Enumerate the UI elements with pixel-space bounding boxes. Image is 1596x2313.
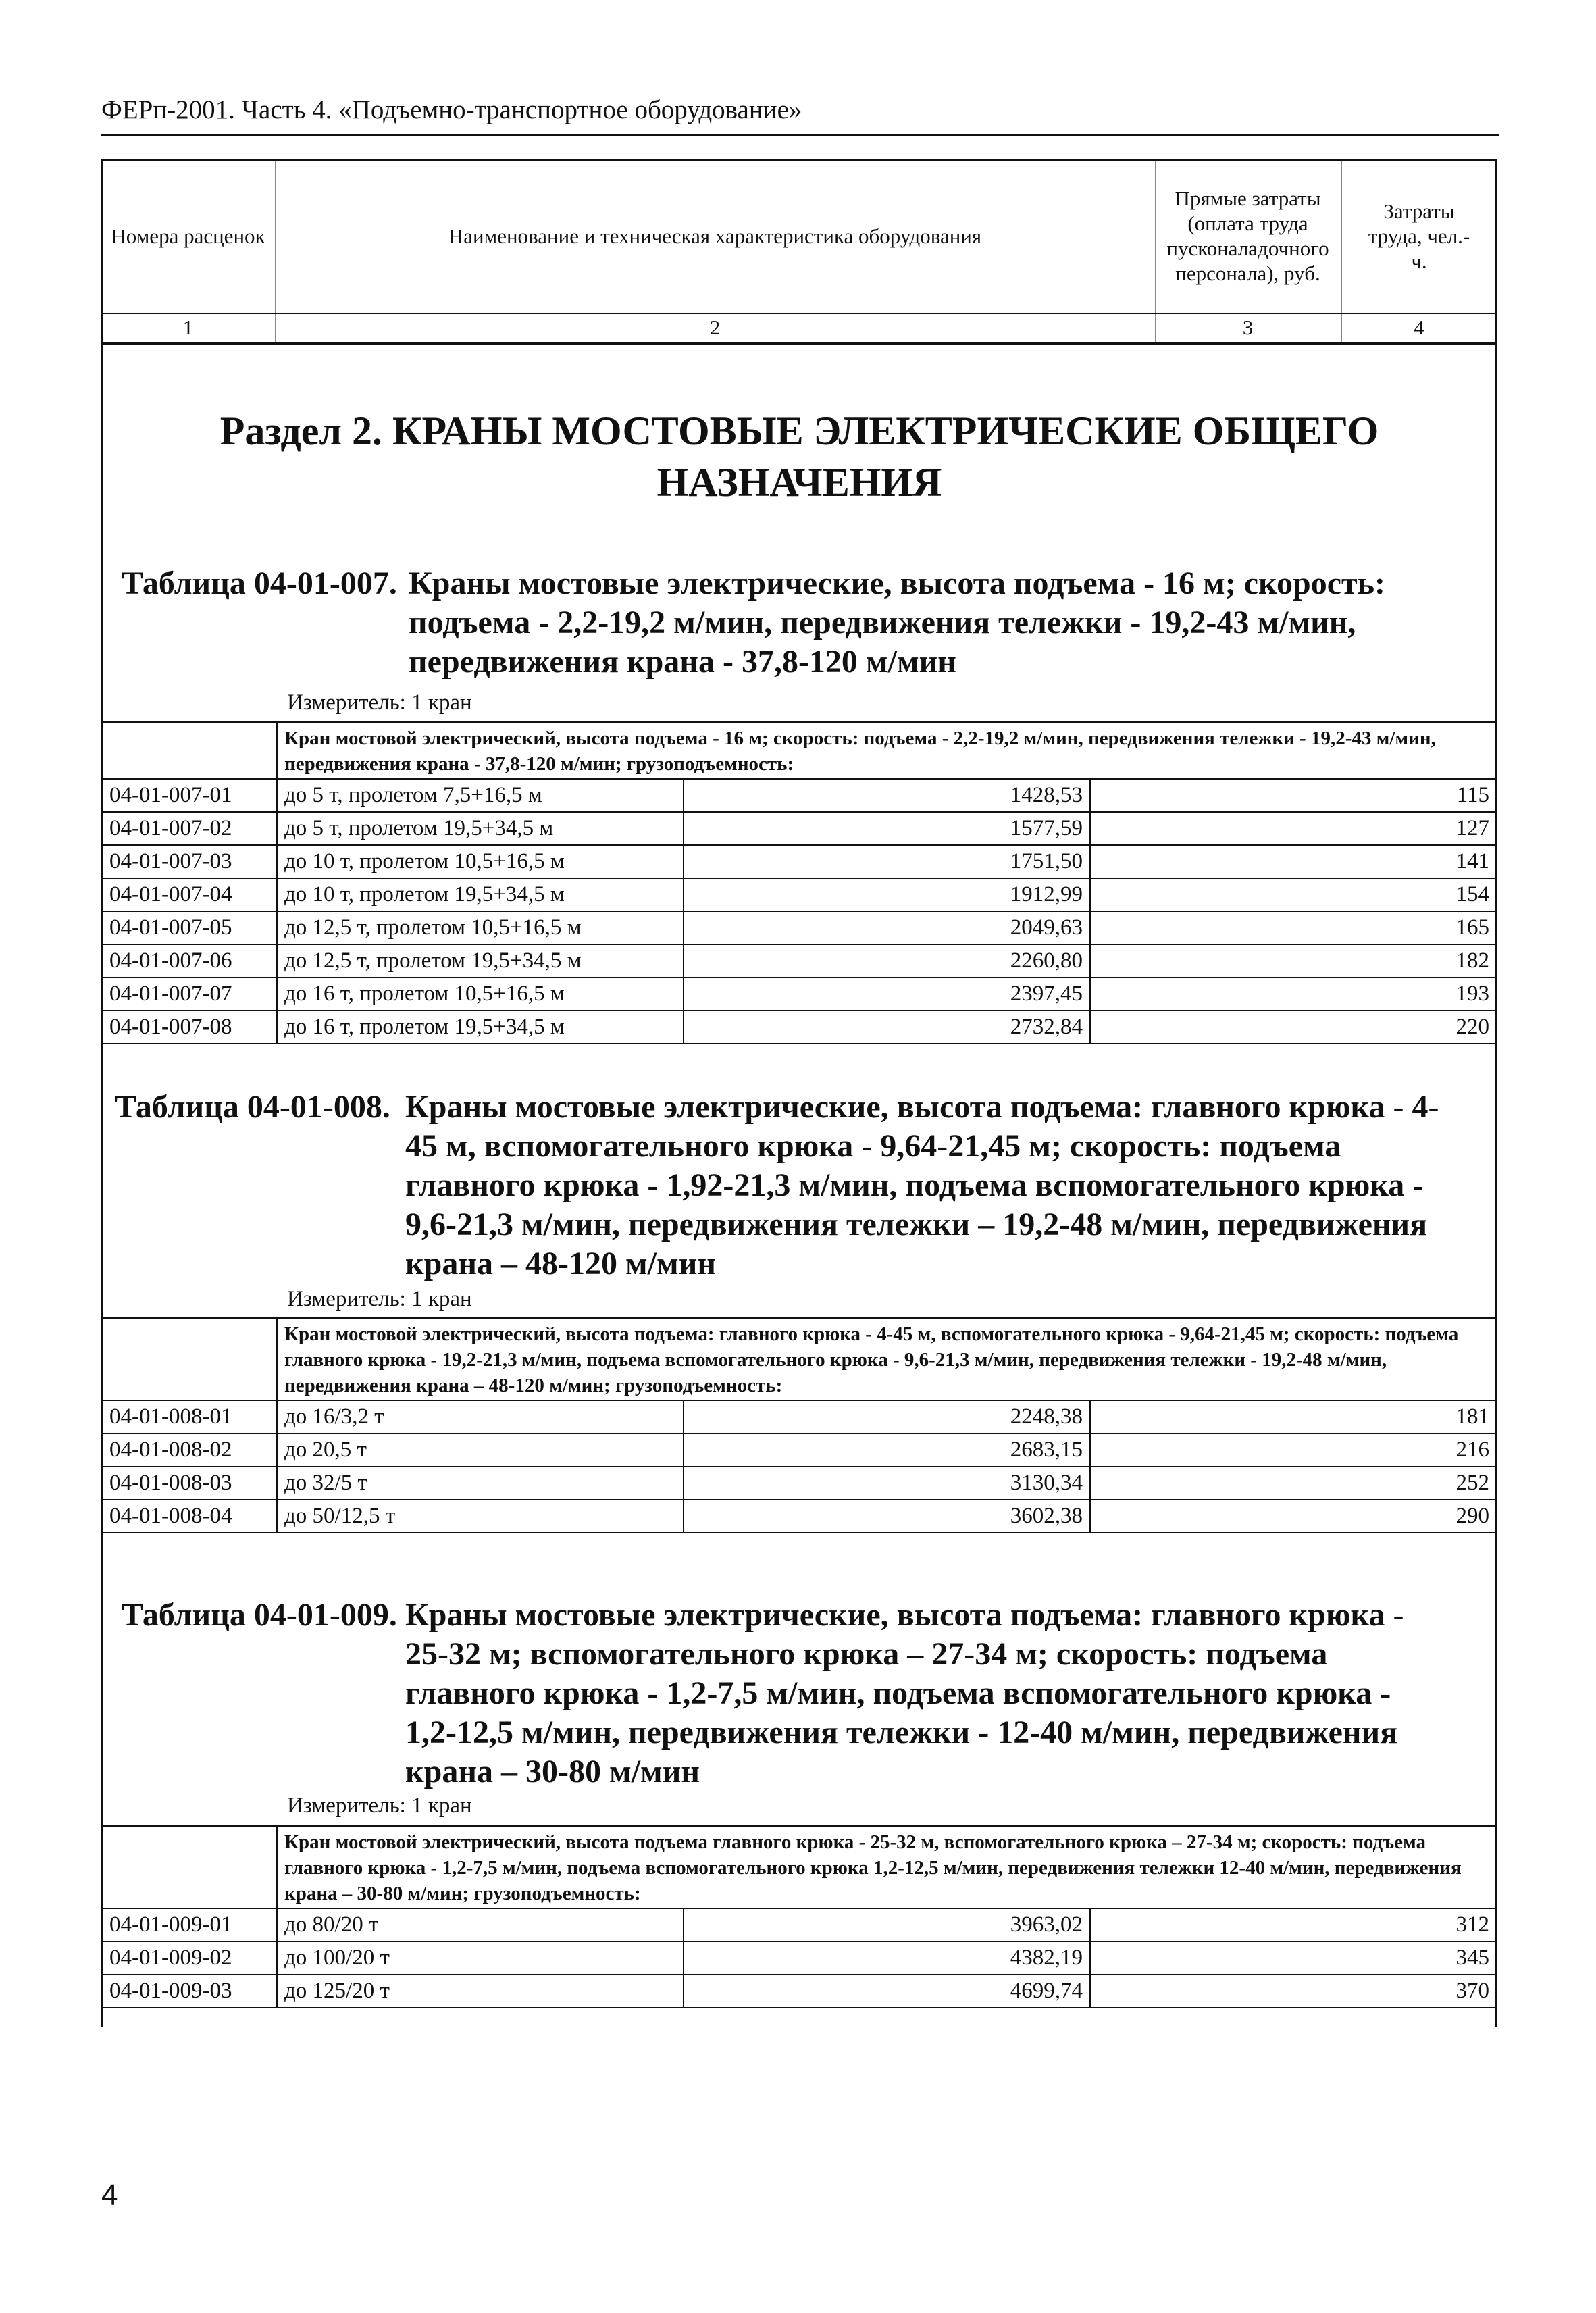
- table3-title-line5: крана – 30-80 м/мин: [405, 1754, 700, 1789]
- rates-table-008: [101, 1317, 1497, 1533]
- table-row: [102, 977, 1497, 1011]
- rate-labor: 370: [1090, 1975, 1497, 2008]
- rate-code: 04-01-008-04: [102, 1500, 277, 1533]
- rates-table-007: [101, 721, 1497, 1044]
- rate-code: 04-01-007-02: [102, 812, 277, 845]
- rate-code: 04-01-008-03: [102, 1467, 277, 1500]
- rate-labor: 290: [1090, 1500, 1497, 1533]
- rate-cost: 2260,80: [684, 944, 1090, 977]
- rate-name: до 10 т, пролетом 19,5+34,5 м: [277, 878, 684, 911]
- rate-code: 04-01-007-06: [102, 944, 277, 977]
- rate-labor: 182: [1090, 944, 1497, 977]
- page-header: ФЕРп-2001. Часть 4. «Подъемно-транспортное оборудование»: [101, 95, 802, 124]
- rate-cost: 2732,84: [684, 1011, 1090, 1044]
- rate-code: 04-01-007-08: [102, 1011, 277, 1044]
- table1-title-line1: Краны мостовые электрические, высота подъема - 16 м; скорость:: [409, 565, 1385, 601]
- left-border: [101, 345, 103, 2027]
- column-number-4: 4: [1414, 315, 1424, 339]
- page-frame: [101, 159, 1497, 345]
- rate-cost: 4382,19: [684, 1941, 1090, 1975]
- table3-title-line2: 25-32 м; вспомогательного крюка – 27-34 м; скорость: подъема: [405, 1636, 1328, 1672]
- rate-code: 04-01-008-02: [102, 1433, 277, 1467]
- table-row: [102, 779, 1497, 812]
- table-description: Кран мостовой электрический, высота подъема главного крюка - 25-32 м, вспомогательного крюка – 27-34 м; скорость: подъема главного крюка - 1,2-7,5 м/мин, подъема вспомогательного крюка 1,2-12,5 м/мин, передвижения тележки 12-40 м/мин, передвижения крана – 30-80 м/мин; грузоподъемность:: [277, 1826, 1497, 1908]
- rate-name: до 12,5 т, пролетом 19,5+34,5 м: [277, 944, 684, 977]
- rate-name: до 32/5 т: [277, 1467, 684, 1500]
- column-header-labor: Затраты труда, чел.-ч.: [1368, 199, 1470, 273]
- rate-code: 04-01-009-03: [102, 1975, 277, 2008]
- rate-cost: 1751,50: [684, 845, 1090, 878]
- table-row: [102, 878, 1497, 911]
- section-title-line2: НАЗНАЧЕНИЯ: [657, 460, 942, 505]
- rate-name: до 12,5 т, пролетом 10,5+16,5 м: [277, 911, 684, 944]
- rate-code: 04-01-009-01: [102, 1908, 277, 1941]
- table-description: Кран мостовой электрический, высота подъема - 16 м; скорость: подъема - 2,2-19,2 м/мин, передвижения тележки - 19,2-43 м/мин, передвижения крана - 37,8-120 м/мин; грузоподъемность:: [277, 722, 1497, 779]
- rate-name: до 100/20 т: [277, 1941, 684, 1975]
- table3-meter: Измеритель: 1 кран: [287, 1794, 472, 1818]
- table-description-row: [102, 722, 1497, 779]
- table3-title-line4: 1,2-12,5 м/мин, передвижения тележки - 12-40 м/мин, передвижения: [405, 1714, 1398, 1750]
- table2-title-line2: 45 м, вспомогательного крюка - 9,64-21,45 м; скорость: подъема: [405, 1128, 1341, 1164]
- rate-labor: 181: [1090, 1400, 1497, 1433]
- rate-name: до 80/20 т: [277, 1908, 684, 1941]
- rates-table-009: [101, 1825, 1497, 2008]
- rate-name: до 20,5 т: [277, 1433, 684, 1467]
- rate-labor: 345: [1090, 1941, 1497, 1975]
- table-row: [102, 845, 1497, 878]
- rate-name: до 16/3,2 т: [277, 1400, 684, 1433]
- column-header-name: Наименование и техническая характеристика оборудования: [448, 224, 982, 248]
- rate-cost: 3130,34: [684, 1467, 1090, 1500]
- header-rule: [101, 134, 1499, 136]
- column-number-2: 2: [709, 315, 721, 339]
- rate-labor: 141: [1090, 845, 1497, 878]
- rate-cost: 1577,59: [684, 812, 1090, 845]
- rate-labor: 127: [1090, 812, 1497, 845]
- table3-title-line3: главного крюка - 1,2-7,5 м/мин, подъема вспомогательного крюка -: [405, 1675, 1391, 1711]
- column-number-1: 1: [182, 315, 194, 339]
- table3-title-line1: Краны мостовые электрические, высота подъема: главного крюка -: [405, 1597, 1404, 1633]
- rate-name: до 125/20 т: [277, 1975, 684, 2008]
- rate-name: до 5 т, пролетом 19,5+34,5 м: [277, 812, 684, 845]
- rate-name: до 10 т, пролетом 10,5+16,5 м: [277, 845, 684, 878]
- table2-title-line5: крана – 48-120 м/мин: [405, 1246, 717, 1281]
- rate-cost: 2683,15: [684, 1433, 1090, 1467]
- rate-cost: 4699,74: [684, 1975, 1090, 2008]
- rate-code: 04-01-007-07: [102, 977, 277, 1011]
- page-number: 4: [101, 2179, 118, 2212]
- table-row: [102, 1011, 1497, 1044]
- table2-title-line1: Краны мостовые электрические, высота подъема: главного крюка - 4-: [405, 1089, 1439, 1125]
- rate-code: 04-01-007-04: [102, 878, 277, 911]
- rate-labor: 154: [1090, 878, 1497, 911]
- table-row: [102, 1500, 1497, 1533]
- rate-labor: 115: [1090, 779, 1497, 812]
- right-border: [1495, 345, 1497, 2027]
- table1-title-line2: подъема - 2,2-19,2 м/мин, передвижения тележки - 19,2-43 м/мин,: [409, 605, 1356, 640]
- table-description-row: [102, 1826, 1497, 1908]
- rate-labor: 165: [1090, 911, 1497, 944]
- column-number-3: 3: [1242, 315, 1254, 339]
- table-row: [102, 944, 1497, 977]
- rate-cost: 2397,45: [684, 977, 1090, 1011]
- rate-cost: 1428,53: [684, 779, 1090, 812]
- table2-title-line4: 9,6-21,3 м/мин, передвижения тележки – 19,2-48 м/мин, передвижения: [405, 1206, 1428, 1242]
- rate-code: 04-01-007-03: [102, 845, 277, 878]
- section-title-line1: Раздел 2. КРАНЫ МОСТОВЫЕ ЭЛЕКТРИЧЕСКИЕ ОБЩЕГО: [220, 409, 1379, 453]
- rate-cost: 1912,99: [684, 878, 1090, 911]
- table-row: [102, 1941, 1497, 1975]
- rate-code: 04-01-007-01: [102, 779, 277, 812]
- table1-title-lead: Таблица 04-01-007.: [122, 565, 397, 601]
- rate-labor: 312: [1090, 1908, 1497, 1941]
- table-row: [102, 1433, 1497, 1467]
- table-row: [102, 1908, 1497, 1941]
- rate-code: 04-01-009-02: [102, 1941, 277, 1975]
- rate-name: до 5 т, пролетом 7,5+16,5 м: [277, 779, 684, 812]
- table-description: Кран мостовой электрический, высота подъема: главного крюка - 4-45 м, вспомогательного крюка - 9,64-21,45 м; скорость: подъема главного крюка - 19,2-21,3 м/мин, подъема вспомогательного крюка - 9,6-21,3 м/мин, передвижения тележки - 19,2-48 м/мин, передвижения крана – 48-120 м/мин; грузоподъемность:: [277, 1318, 1497, 1400]
- rate-name: до 16 т, пролетом 10,5+16,5 м: [277, 977, 684, 1011]
- rate-labor: 216: [1090, 1433, 1497, 1467]
- table-description-row: [102, 1318, 1497, 1400]
- table2-title-line3: главного крюка - 1,92-21,3 м/мин, подъема вспомогательного крюка -: [405, 1167, 1424, 1203]
- table-row: [102, 911, 1497, 944]
- table-row: [102, 812, 1497, 845]
- table2-meter: Измеритель: 1 кран: [287, 1287, 472, 1311]
- rate-labor: 220: [1090, 1011, 1497, 1044]
- column-header-cost: Прямые затраты (оплата труда пусконаладочного персонала), руб.: [1166, 186, 1329, 285]
- table-row: [102, 1975, 1497, 2008]
- rate-code: 04-01-008-01: [102, 1400, 277, 1433]
- table1-title-line3: передвижения крана - 37,8-120 м/мин: [409, 644, 956, 680]
- rate-cost: 3963,02: [684, 1908, 1090, 1941]
- rate-labor: 193: [1090, 977, 1497, 1011]
- table2-title-lead: Таблица 04-01-008.: [115, 1089, 390, 1125]
- column-header-code: Номера расценок: [111, 224, 265, 248]
- rate-name: до 16 т, пролетом 19,5+34,5 м: [277, 1011, 684, 1044]
- table1-meter: Измеритель: 1 кран: [287, 690, 472, 715]
- table-row: [102, 1467, 1497, 1500]
- rate-labor: 252: [1090, 1467, 1497, 1500]
- table3-title-lead: Таблица 04-01-009.: [122, 1597, 397, 1633]
- rate-cost: 2049,63: [684, 911, 1090, 944]
- rate-code: 04-01-007-05: [102, 911, 277, 944]
- rate-cost: 3602,38: [684, 1500, 1090, 1533]
- rate-name: до 50/12,5 т: [277, 1500, 684, 1533]
- table-row: [102, 1400, 1497, 1433]
- section-title: [101, 405, 1497, 508]
- rate-cost: 2248,38: [684, 1400, 1090, 1433]
